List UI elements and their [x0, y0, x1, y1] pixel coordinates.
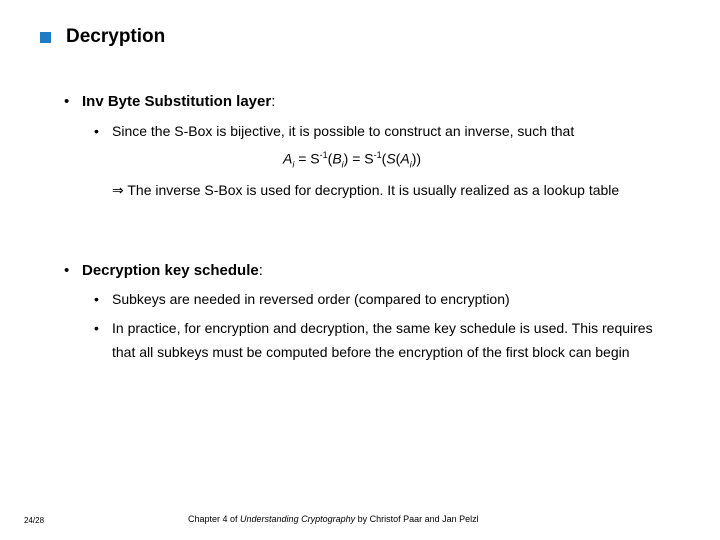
bullet-dot-icon: • [94, 320, 99, 336]
section-inv-byte-sub [64, 93, 275, 110]
section-key-schedule [64, 262, 263, 279]
section-heading: Decryption key schedule: [82, 262, 263, 279]
title-row [40, 26, 165, 48]
bullet-dot-icon: • [64, 262, 70, 279]
point-text: Subkeys are needed in reversed order (compared to encryption) [112, 291, 510, 307]
implies-arrow-icon: ⇒ [112, 182, 124, 198]
bullet-dot-icon: • [64, 93, 70, 110]
point-text: In practice, for encryption and decryption, the same key schedule is used. This requires that all subkeys must be computed before the encryption of the first block can begin [112, 320, 653, 360]
implication-note: ⇒ The inverse S-Box is used for decryption. It is usually realized as a lookup table [112, 182, 620, 198]
bullet-dot-icon: • [94, 291, 99, 307]
square-bullet-icon [40, 32, 51, 43]
slide-title: Decryption [66, 26, 166, 47]
list-item [94, 287, 672, 311]
section-heading: Inv Byte Substitution layer: [82, 93, 276, 110]
list-item [94, 316, 672, 364]
inverse-formula: $A_i = S^{-1}(B_i) = S^{-1}(S(A_i))$ [283, 150, 422, 170]
list-item [94, 119, 672, 143]
footer-citation: Chapter 4 of Understanding Cryptography by Christof Paar and Jan Pelzl [188, 514, 479, 524]
bullet-dot-icon: • [94, 123, 99, 139]
point-text: Since the S-Box is bijective, it is possible to construct an inverse, such that [112, 123, 575, 139]
page-number: 24/28 [24, 516, 45, 525]
